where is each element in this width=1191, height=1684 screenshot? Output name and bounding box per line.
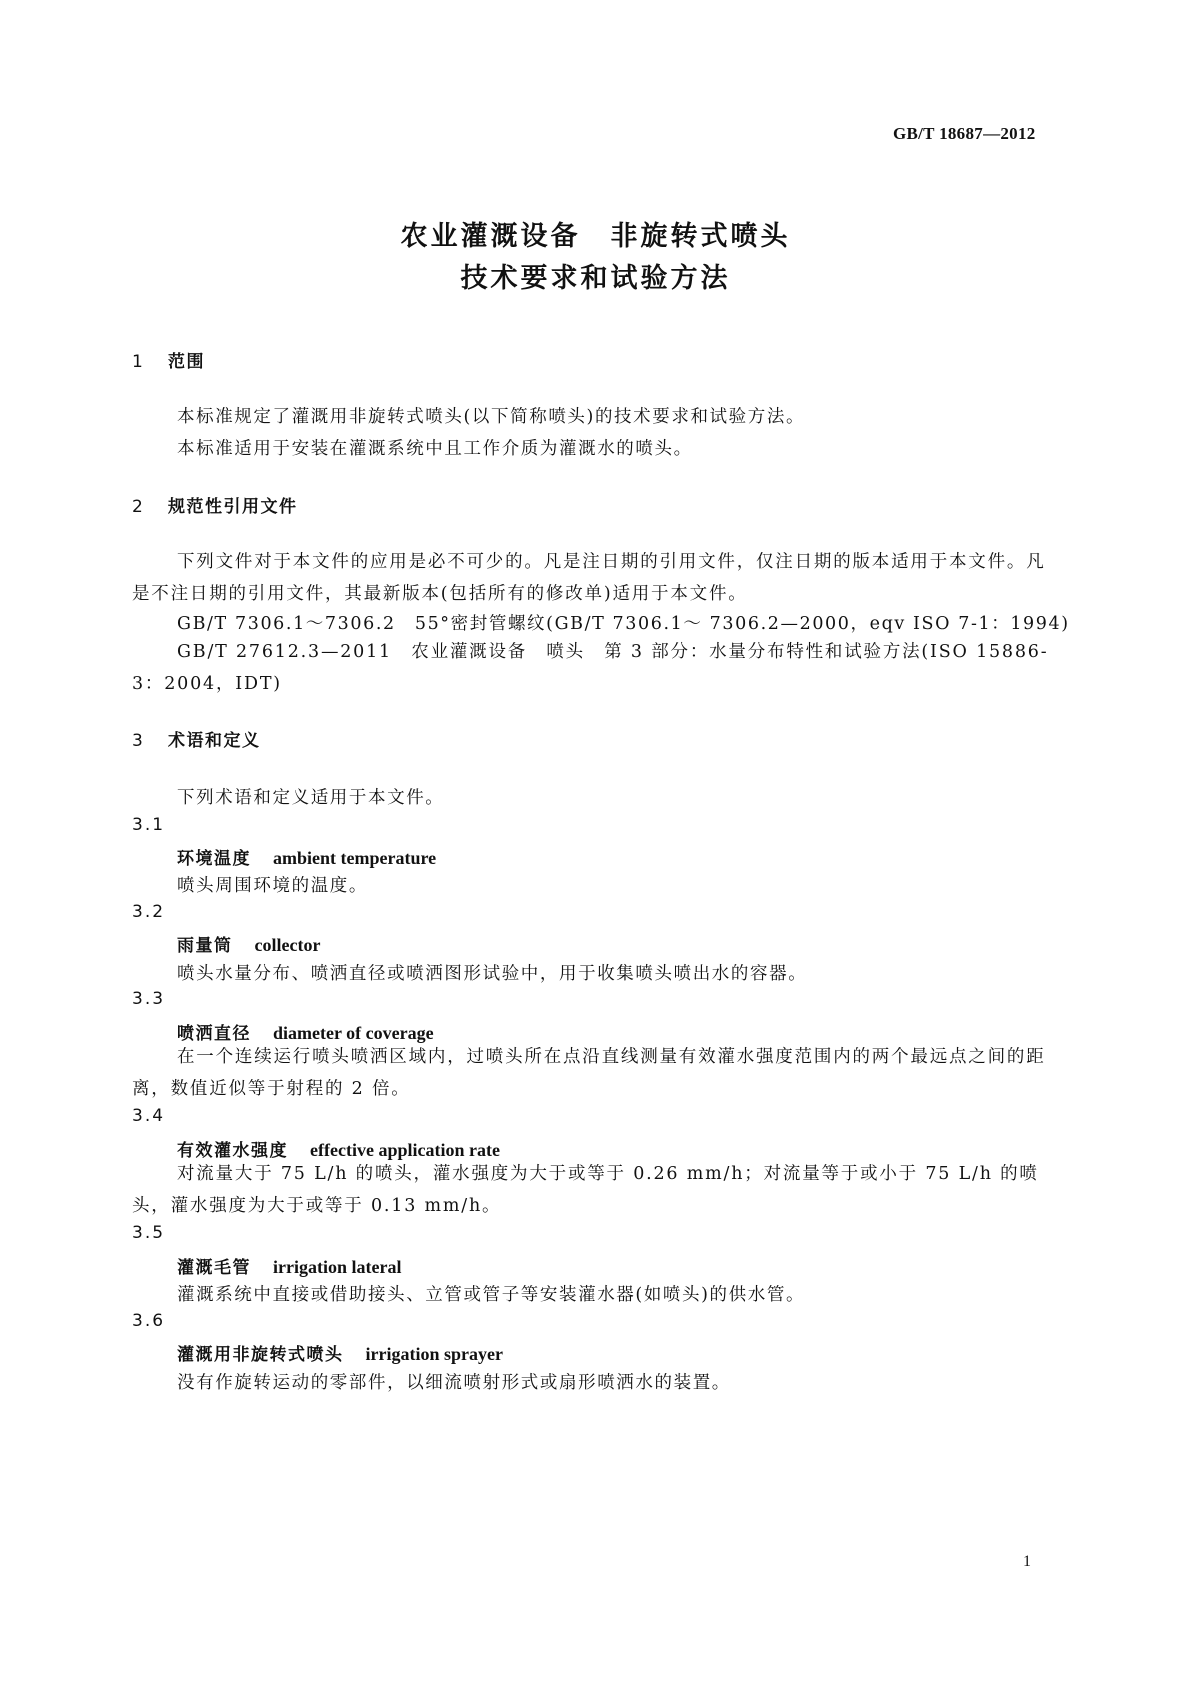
term-chinese: 雨量筒 <box>177 936 233 956</box>
section-3-heading <box>132 726 261 751</box>
term-number: 3.1 <box>132 815 166 835</box>
term-number: 3.3 <box>132 989 166 1009</box>
section-number: 3 <box>132 731 145 751</box>
scope-paragraph-2: 本标准适用于安装在灌溉系统中且工作介质为灌溉水的喷头。 <box>177 439 693 459</box>
term-chinese: 有效灌水强度 <box>177 1141 288 1161</box>
term-definition: 喷头周围环境的温度。 <box>177 876 368 896</box>
section-1-heading <box>132 347 205 372</box>
standard-number: GB/T 18687—2012 <box>893 124 1036 143</box>
term-chinese: 灌溉用非旋转式喷头 <box>177 1345 344 1365</box>
section-title: 术语和定义 <box>168 731 261 751</box>
term-english: ambient temperature <box>273 848 437 868</box>
term-definition: 喷头水量分布、喷洒直径或喷洒图形试验中，用于收集喷头喷出水的容器。 <box>177 964 808 984</box>
term-heading <box>177 1253 401 1278</box>
term-english: diameter of coverage <box>273 1023 434 1043</box>
term-definition: 没有作旋转运动的零部件，以细流喷射形式或扇形喷洒水的装置。 <box>177 1373 731 1393</box>
section-title: 规范性引用文件 <box>168 497 298 517</box>
term-english: effective application rate <box>310 1140 500 1160</box>
term-definition: 灌溉系统中直接或借助接头、立管或管子等安装灌水器(如喷头)的供水管。 <box>177 1285 806 1305</box>
section-number: 1 <box>132 352 145 372</box>
term-heading <box>177 931 320 956</box>
term-number: 3.2 <box>132 902 166 922</box>
section-title: 范围 <box>168 352 205 372</box>
terms-intro: 下列术语和定义适用于本文件。 <box>177 788 445 808</box>
term-chinese: 喷洒直径 <box>177 1024 251 1044</box>
term-number: 3.5 <box>132 1223 166 1243</box>
section-number: 2 <box>132 497 145 517</box>
reference-item: GB/T 7306.1～7306.2 55°密封管螺纹(GB/T 7306.1～ 7306.2—2000，eqv ISO 7-1：1994) <box>177 614 1070 634</box>
term-english: collector <box>254 935 321 955</box>
term-heading <box>177 844 436 869</box>
document-title-line2: 技术要求和试验方法 <box>460 263 731 294</box>
term-definition: 对流量大于 75 L/h 的喷头，灌水强度为大于或等于 0.26 mm/h；对流量等于或小于 75 L/h 的喷头，灌水强度为大于或等于 0.13 mm/h。 <box>132 1164 1039 1216</box>
term-english: irrigation sprayer <box>365 1344 503 1364</box>
reference-item: GB/T 27612.3—2011 农业灌溉设备 喷头 第 3 部分：水量分布特性和试验方法(ISO 15886-3：2004，IDT) <box>132 642 1049 694</box>
term-chinese: 环境温度 <box>177 849 251 869</box>
term-chinese: 灌溉毛管 <box>177 1258 251 1278</box>
term-definition: 在一个连续运行喷头喷洒区域内，过喷头所在点沿直线测量有效灌水强度范围内的两个最远点之间的距离，数值近似等于射程的 2 倍。 <box>132 1047 1046 1099</box>
section-2-heading <box>132 492 298 517</box>
scope-paragraph-1: 本标准规定了灌溉用非旋转式喷头(以下简称喷头)的技术要求和试验方法。 <box>177 407 806 427</box>
document-title-line1: 农业灌溉设备 非旋转式喷头 <box>400 221 791 252</box>
term-heading <box>177 1340 503 1365</box>
term-number: 3.6 <box>132 1311 166 1331</box>
term-english: irrigation lateral <box>273 1257 402 1277</box>
term-number: 3.4 <box>132 1106 166 1126</box>
page-number: 1 <box>1023 1553 1031 1570</box>
references-intro: 下列文件对于本文件的应用是必不可少的。凡是注日期的引用文件，仅注日期的版本适用于本文件。凡是不注日期的引用文件，其最新版本(包括所有的修改单)适用于本文件。 <box>132 552 1046 604</box>
